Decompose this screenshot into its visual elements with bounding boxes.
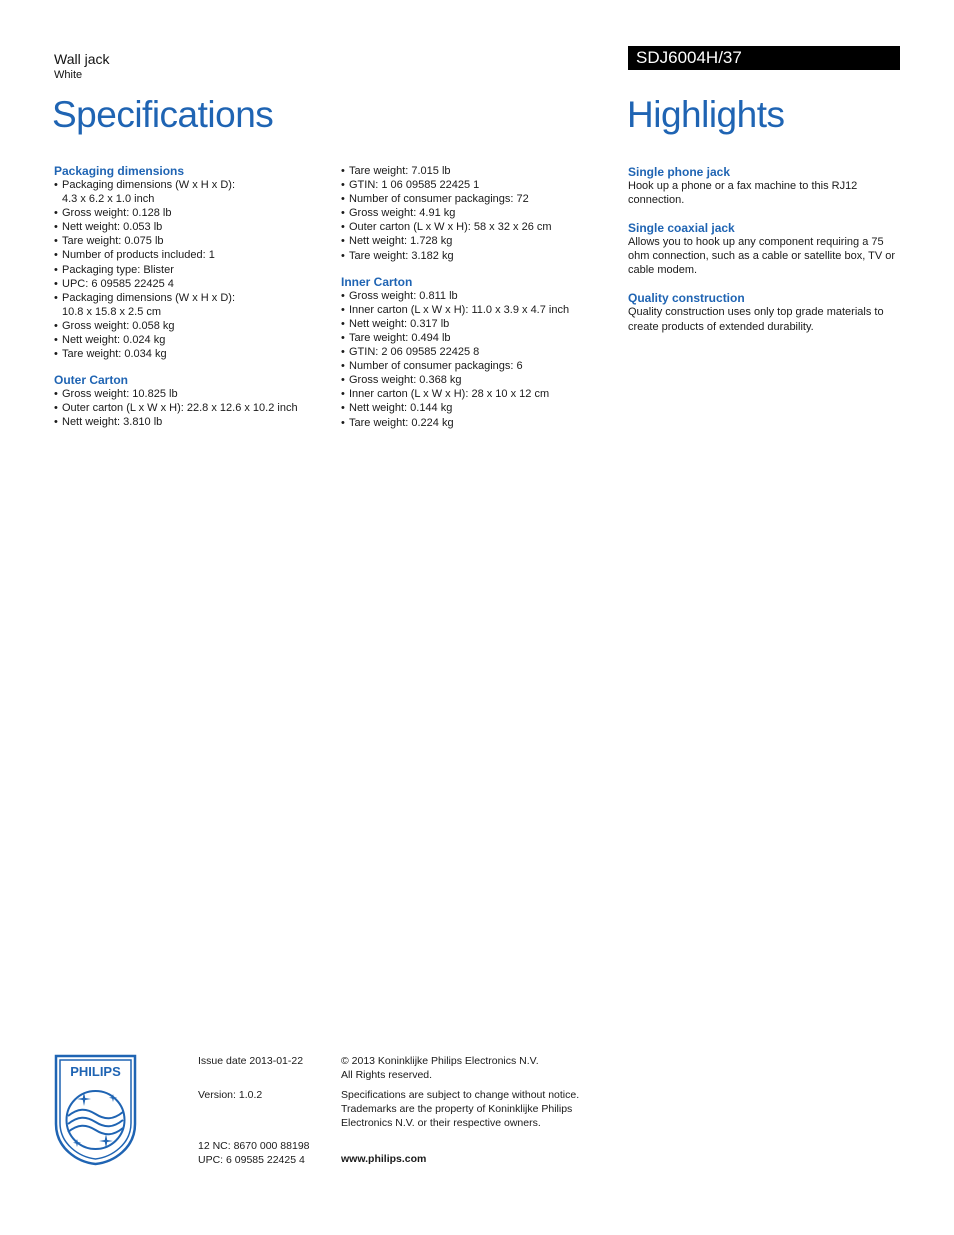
spec-item: • Nett weight: 0.317 lb [341,317,611,331]
spec-item: • Inner carton (L x W x H): 11.0 x 3.9 x 4.7 inch [341,303,611,317]
spec-item [54,178,334,206]
issue-date: Issue date 2013-01-22 [198,1055,304,1067]
spec-item: • Tare weight: 0.224 kg [341,416,611,430]
spec-item: • Gross weight: 4.91 kg [341,206,611,220]
spec-item: • Nett weight: 0.024 kg [54,333,334,347]
copyright-line: © 2013 Koninklijke Philips Electronics N.V. [341,1055,539,1067]
spec-item: • Nett weight: 0.053 lb [54,220,334,234]
spec-item: • Gross weight: 0.058 kg [54,319,334,333]
highlight-single-phone-jack [628,165,903,207]
version: Version: 1.0.2 [198,1089,263,1101]
highlight-heading: Quality construction [628,291,745,306]
notice-line: Electronics N.V. or their respective owners. [341,1117,541,1129]
legal-notice [341,1088,601,1130]
highlight-text: Hook up a phone or a fax machine to this RJ12 connection. [628,180,858,207]
notice-line: Specifications are subject to change without notice. [341,1089,580,1101]
spec-item: • Gross weight: 0.368 kg [341,373,611,387]
twelve-nc: 12 NC: 8670 000 88198 [198,1140,310,1152]
section-heading: Packaging dimensions [54,164,185,178]
philips-shield-logo [54,1054,137,1166]
spec-item: • Gross weight: 10.825 lb [54,387,334,401]
specifications-title: Specifications [52,94,274,135]
copyright [341,1054,601,1082]
spec-item: • Number of products included: 1 [54,248,334,262]
spec-item-value: 10.8 x 15.8 x 2.5 cm [62,305,162,318]
copyright-line: All Rights reserved. [341,1069,433,1081]
spec-item: • Gross weight: 0.811 lb [341,289,611,303]
spec-item: • UPC: 6 09585 22425 4 [54,277,334,291]
highlights-title: Highlights [627,94,785,135]
highlight-single-coaxial-jack [628,221,903,277]
spec-item: • Nett weight: 1.728 kg [341,234,611,248]
spec-item: • Number of consumer packagings: 6 [341,359,611,373]
highlight-text: Allows you to hook up any component requiring a 75 ohm connection, such as a cable or satellite box, TV or cable modem. [628,236,895,277]
specs-column-2 [341,164,611,442]
spec-item: • GTIN: 1 06 09585 22425 1 [341,178,611,192]
website-link[interactable]: www.philips.com [341,1153,427,1165]
spec-item: • Inner carton (L x W x H): 28 x 10 x 12 cm [341,387,611,401]
spec-item: • Gross weight: 0.128 lb [54,206,334,220]
product-color: White [54,69,83,81]
highlights-column [628,165,903,348]
inner-carton-section [341,275,611,430]
highlight-heading: Single phone jack [628,165,731,179]
section-heading: Inner Carton [341,274,413,289]
model-number-bar: SDJ6004H/37 [628,46,900,70]
spec-item [54,291,334,319]
spec-item-label: Packaging dimensions (W x H x D): [62,179,235,191]
spec-item: • Outer carton (L x W x H): 22.8 x 12.6 x 10.2 inch [54,401,334,415]
spec-item: • Tare weight: 0.034 kg [54,347,334,361]
spec-item: • Nett weight: 0.144 kg [341,401,611,415]
spec-item-label: Packaging dimensions (W x H x D): [62,291,235,304]
spec-item: • Nett weight: 3.810 lb [54,415,334,429]
packaging-dimensions-section [54,164,334,361]
spec-item: • Tare weight: 7.015 lb [341,164,611,178]
spec-item: • Number of consumer packagings: 72 [341,192,611,206]
outer-carton-section [54,373,334,429]
spec-item: • Outer carton (L x W x H): 58 x 32 x 26 cm [341,220,611,234]
spec-item: • Tare weight: 3.182 kg [341,249,611,263]
logo-wordmark: PHILIPS [70,1064,121,1079]
highlight-heading: Single coaxial jack [628,221,735,236]
highlight-text: Quality construction uses only top grade materials to create products of extended durability. [628,306,884,333]
highlight-quality-construction [628,291,903,333]
spec-item: • GTIN: 2 06 09585 22425 8 [341,345,611,359]
outer-carton-continued [341,164,611,263]
product-name: Wall jack [54,51,110,67]
upc-code: UPC: 6 09585 22425 4 [198,1154,305,1166]
spec-item: • Tare weight: 0.494 lb [341,331,611,345]
spec-item-value: 4.3 x 6.2 x 1.0 inch [62,193,155,206]
spec-item: • Tare weight: 0.075 lb [54,234,334,248]
specs-column-1 [54,164,334,442]
notice-line: Trademarks are the property of Koninklijke Philips [341,1103,573,1115]
spec-item: • Packaging type: Blister [54,263,334,277]
section-heading: Outer Carton [54,373,129,388]
